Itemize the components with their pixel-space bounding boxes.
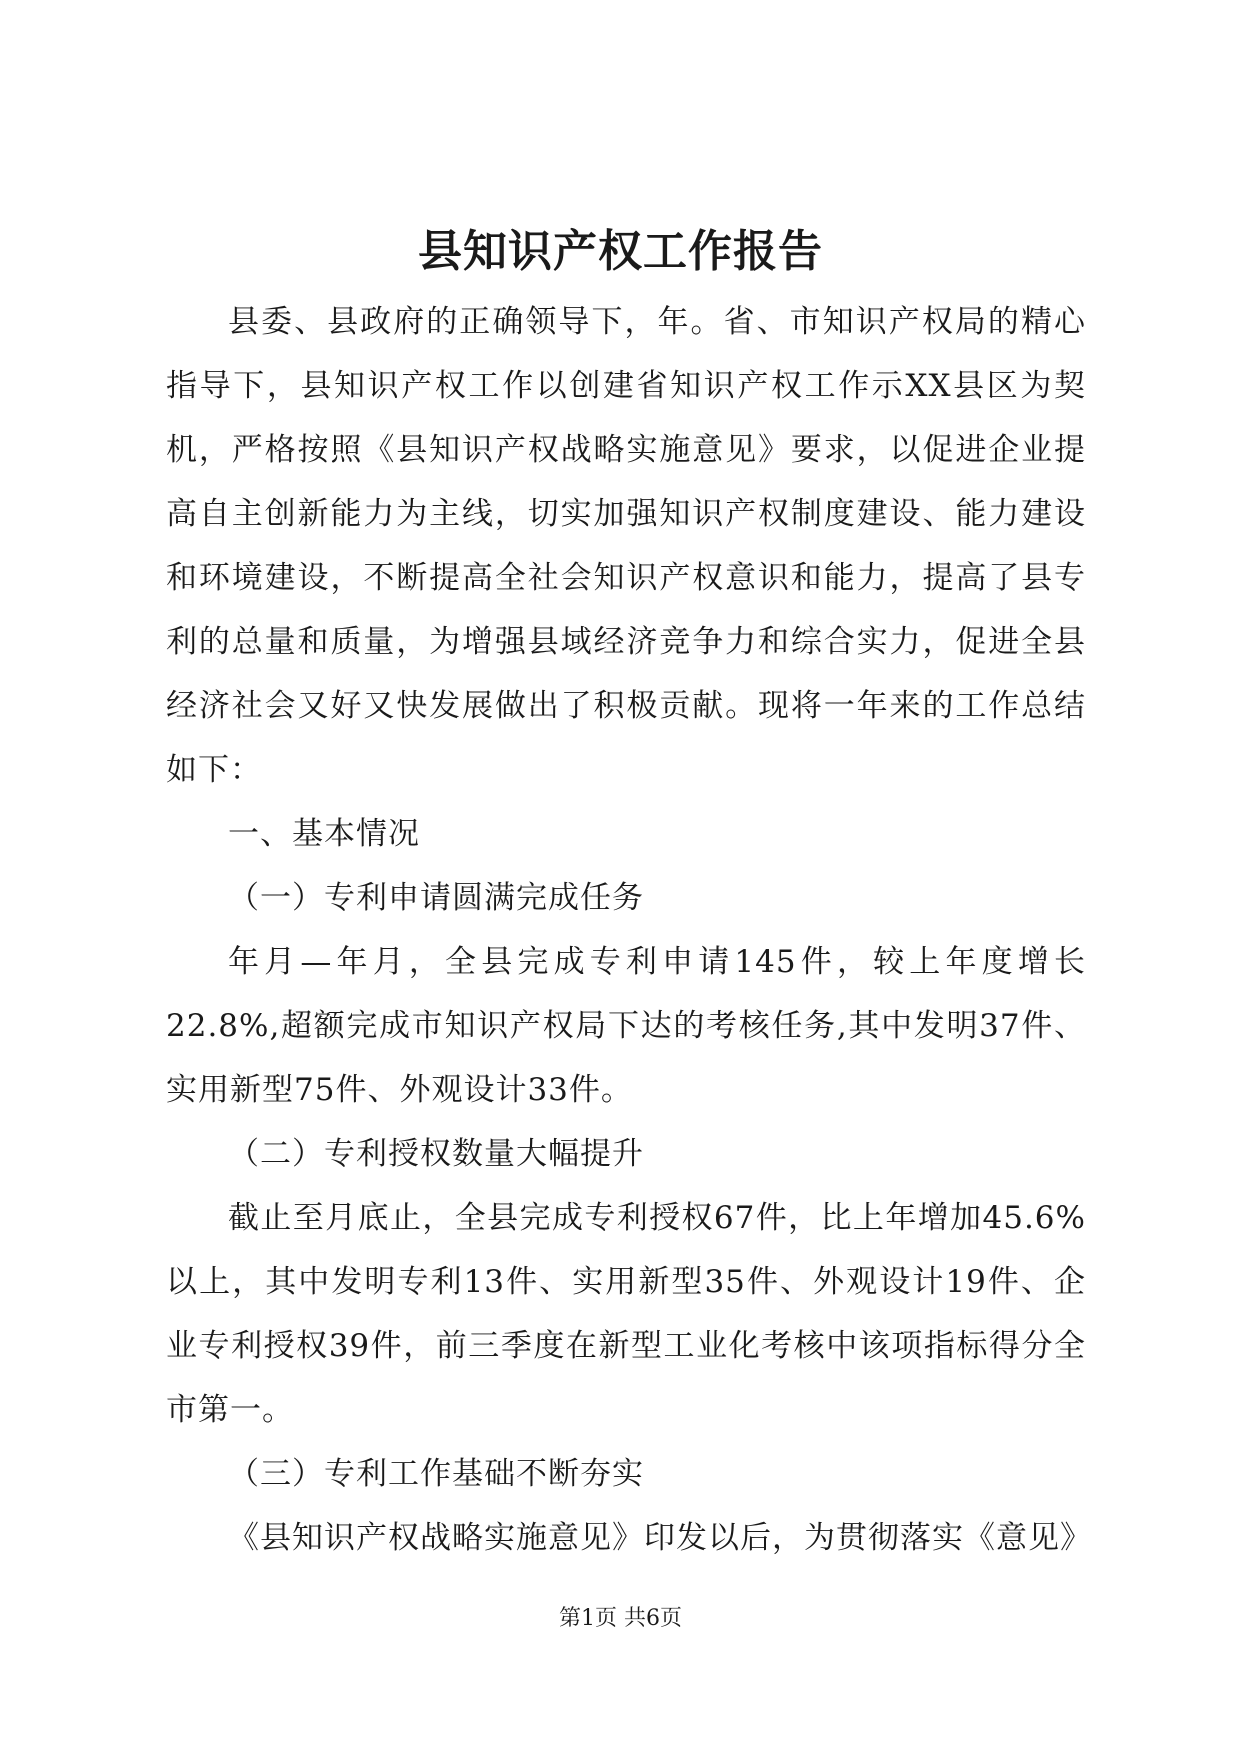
document-body	[166, 290, 1092, 1570]
paragraph-patent-foundation: 《县知识产权战略实施意见》印发以后，为贯彻落实《意见》	[228, 1520, 1092, 1556]
page-footer: 第1页 共6页	[559, 1606, 682, 1631]
subsection-heading-patent-foundation: （三）专利工作基础不断夯实	[228, 1456, 644, 1492]
subsection-heading-patent-grant: （二）专利授权数量大幅提升	[228, 1136, 644, 1172]
subsection-heading-patent-application: （一）专利申请圆满完成任务	[228, 880, 644, 916]
paragraph-intro: 县委、县政府的正确领导下，年。省、市知识产权局的精心指导下，县知识产权工作以创建省知识产权工作示XX县区为契机，严格按照《县知识产权战略实施意见》要求，以促进企业提高自主创新能力为主线，切实加强知识产权制度建设、能力建设和环境建设，不断提高全社会知识产权意识和能力，提高了县专利的总量和质量，为增强县域经济竞争力和综合实力，促进全县经济社会又好又快发展做出了积极贡献。现将一年来的工作总结如下：	[166, 304, 1086, 788]
section-heading-basic-situation: 一、基本情况	[228, 816, 420, 852]
paragraph-patent-application: 年月—年月，全县完成专利申请145件，较上年度增长22.8%,超额完成市知识产权局下达的考核任务,其中发明37件、实用新型75件、外观设计33件。	[166, 944, 1086, 1108]
paragraph-patent-grant: 截止至月底止，全县完成专利授权67件，比上年增加45.6%以上，其中发明专利13件、实用新型35件、外观设计19件、企业专利授权39件，前三季度在新型工业化考核中该项指标得分全市第一。	[166, 1200, 1086, 1428]
document-title: 县知识产权工作报告	[418, 226, 823, 277]
